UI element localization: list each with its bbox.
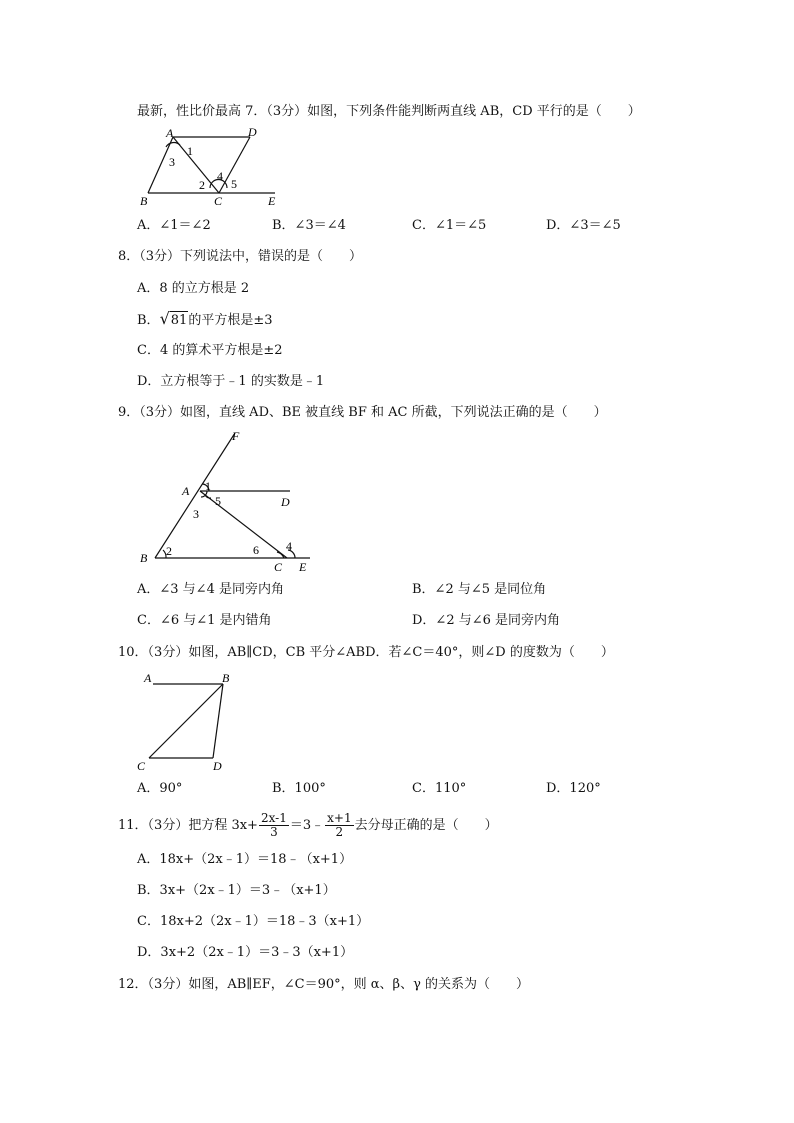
q9-option-a[interactable]: A．∠3 与∠4 是同旁内角 (137, 582, 284, 597)
q7-figure (135, 125, 285, 210)
q11-frac2-numerator: x+1 (327, 811, 352, 825)
q7-label-E: E (268, 194, 276, 208)
q7-label-A: A (166, 126, 174, 140)
q10-option-c[interactable]: C．110° (412, 781, 467, 796)
q9-label-F: F (232, 429, 240, 443)
q7-angle-5: 5 (231, 177, 237, 191)
q9-angle-5: 5 (215, 494, 221, 508)
q8-option-d[interactable]: D．立方根等于﹣1 的实数是﹣1 (137, 374, 325, 389)
q11-fraction-1 (259, 812, 289, 839)
q9-angle-1: 1 (205, 479, 211, 493)
q9-label-B: B (140, 551, 148, 565)
q10-stem: 10．（3分）如图，AB∥CD，CB 平分∠ABD．若∠C＝40°，则∠D 的度数为（ ） (118, 645, 614, 660)
q8-option-a[interactable]: A．8 的立方根是 2 (137, 281, 250, 296)
q7-angle-3: 3 (169, 155, 175, 169)
q9-option-c[interactable]: C．∠6 与∠1 是内错角 (137, 613, 272, 628)
q12-stem: 12．（3分）如图，AB∥EF，∠C＝90°，则 α、β、γ 的关系为（ ） (118, 977, 529, 992)
q9-angle-4: 4 (286, 539, 292, 553)
q9-angle-3: 3 (193, 507, 199, 521)
q9-label-E: E (299, 560, 307, 573)
q8-radicand: 81 (170, 313, 188, 328)
q7-option-b[interactable]: B．∠3＝∠4 (272, 218, 346, 233)
q10-option-b[interactable]: B．100° (272, 781, 326, 796)
q8-option-b[interactable] (137, 311, 272, 330)
radical-sign-icon: √ (159, 309, 170, 328)
q7-angle-4: 4 (217, 169, 223, 183)
q10-label-A: A (144, 671, 152, 685)
q7-option-c[interactable]: C．∠1＝∠5 (412, 218, 487, 233)
q11-option-c[interactable]: C．18x+2（2x﹣1）＝18﹣3（x+1） (137, 914, 370, 929)
q10-label-D: D (213, 759, 222, 773)
q11-stem-mid: ＝3﹣ (289, 818, 325, 833)
q9-option-d[interactable]: D．∠2 与∠6 是同旁内角 (412, 613, 561, 628)
q8-option-c[interactable]: C．4 的算术平方根是±2 (137, 343, 283, 358)
q10-label-C: C (137, 759, 146, 773)
q11-frac1-denominator: 3 (270, 825, 278, 839)
q11-option-d[interactable]: D．3x+2（2x﹣1）＝3﹣3（x+1） (137, 945, 354, 960)
q9-label-D: D (281, 495, 290, 509)
q7-label-B: B (140, 194, 148, 208)
q8-option-b-prefix: B． (137, 313, 160, 328)
q9-angle-2: 2 (166, 544, 172, 558)
q11-option-a[interactable]: A．18x+（2x﹣1）＝18﹣（x+1） (137, 852, 353, 867)
q7-option-d[interactable]: D．∠3＝∠5 (546, 218, 621, 233)
q10-option-d[interactable]: D．120° (546, 781, 601, 796)
q9-option-b[interactable]: B．∠2 与∠5 是同位角 (412, 582, 547, 597)
q11-option-b[interactable]: B．3x+（2x﹣1）＝3﹣（x+1） (137, 883, 336, 898)
q11-stem-suffix: 去分母正确的是（ ） (354, 818, 498, 833)
q11-frac2-denominator: 2 (335, 825, 344, 839)
q7-angle-2: 2 (199, 178, 205, 192)
q9-label-A: A (182, 484, 190, 498)
q10-option-a[interactable]: A．90° (137, 781, 183, 796)
q9-stem: 9．（3分）如图，直线 AD、BE 被直线 BF 和 AC 所截，下列说法正确的是（ ） (118, 405, 607, 420)
q11-stem-prefix: 11．（3分）把方程 3x+ (118, 818, 258, 833)
q11-stem (118, 812, 498, 839)
q11-frac1-numerator: 2x-1 (260, 811, 287, 825)
q10-label-B: B (222, 671, 230, 685)
q7-stem: 最新，性比价最高 7．（3分）如图，下列条件能判断两直线 AB，CD 平行的是（ ） (137, 104, 641, 119)
q7-angle-1: 1 (187, 144, 193, 158)
q7-label-D: D (248, 125, 257, 139)
q7-option-a[interactable]: A．∠1＝∠2 (137, 218, 211, 233)
q10-figure (135, 668, 245, 778)
q9-label-C: C (274, 560, 283, 573)
q9-figure (135, 428, 315, 573)
q9-angle-6: 6 (253, 543, 259, 557)
q8-option-b-suffix: 的平方根是±3 (188, 313, 273, 328)
q11-fraction-2 (325, 812, 353, 839)
q7-label-C: C (214, 194, 223, 208)
q8-stem: 8．（3分）下列说法中，错误的是（ ） (118, 249, 363, 264)
